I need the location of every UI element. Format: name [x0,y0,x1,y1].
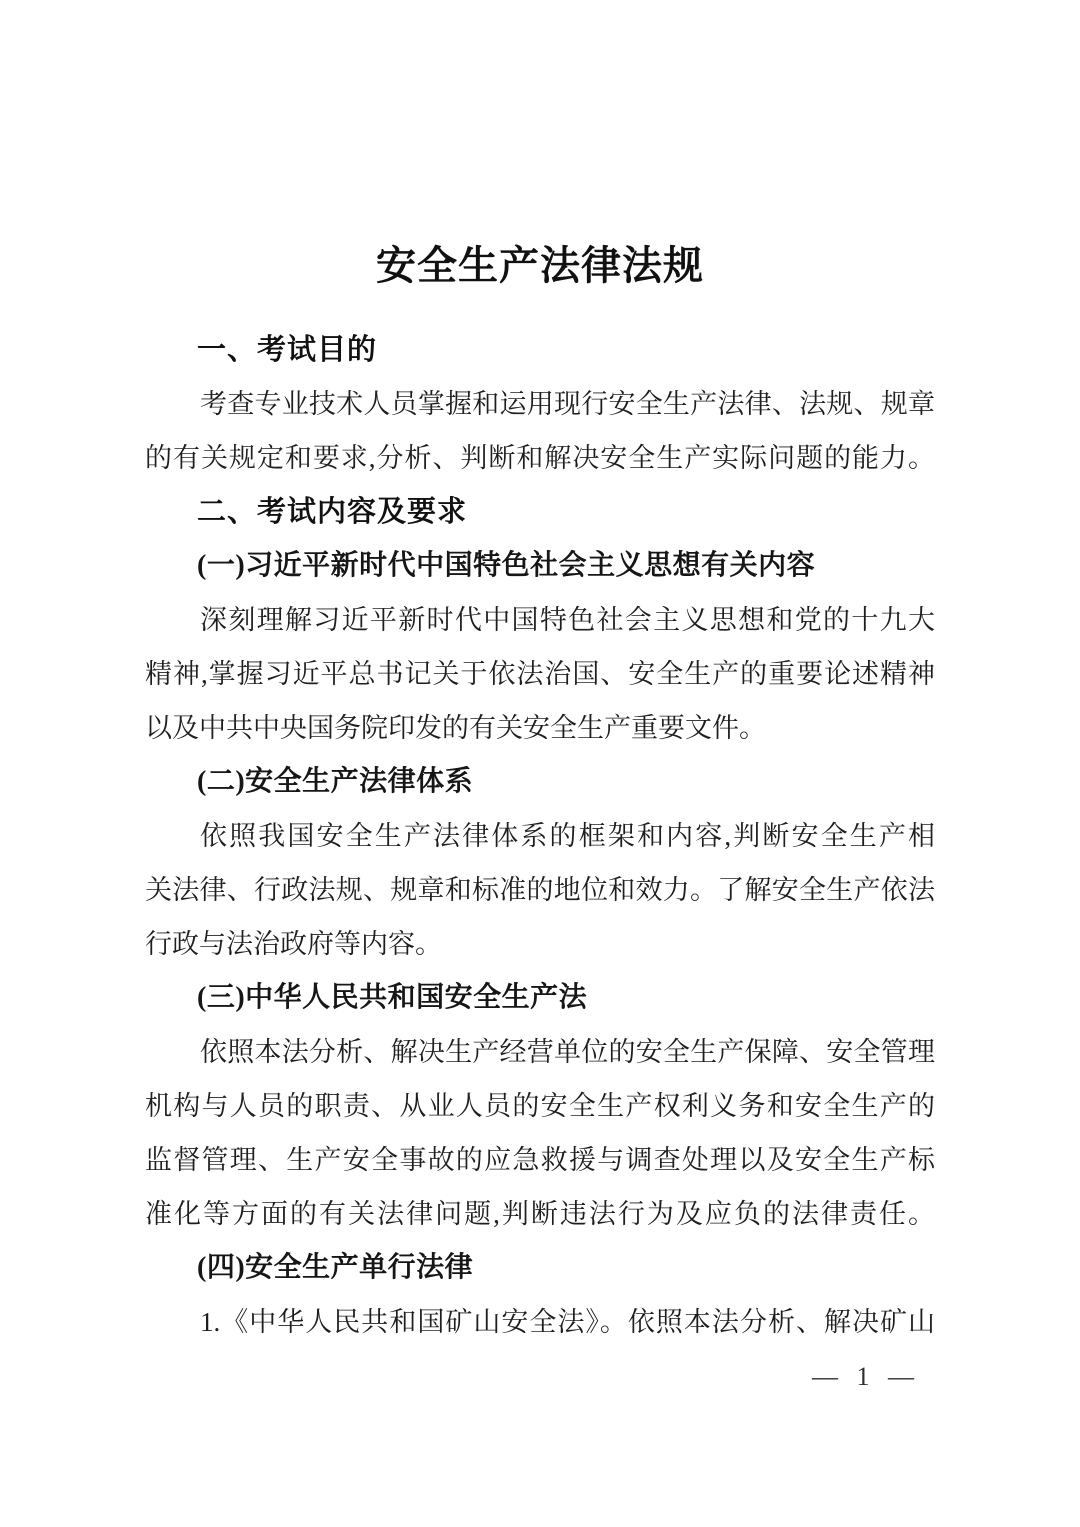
page-title: 安全生产法律法规 [376,243,704,288]
body-line: 监督管理、生产安全事故的应急救援与调查处理以及安全生产标 [145,1145,935,1175]
subsection-heading-3: (三)中华人民共和国安全生产法 [197,982,588,1013]
section-heading-exam-content: 二、考试内容及要求 [197,496,468,528]
page-number: — 1 — [812,1362,917,1391]
document-body [145,323,935,1349]
body-line: 行政与法治政府等内容。 [145,929,442,959]
subsection-heading-4: (四)安全生产单行法律 [197,1252,474,1283]
body-line: 考查专业技术人员掌握和运用现行安全生产法律、法规、规章 [200,389,935,419]
body-line: 深刻理解习近平新时代中国特色社会主义思想和党的十九大 [200,605,935,635]
section-heading-exam-purpose: 一、考试目的 [197,334,378,366]
body-line: 的有关规定和要求,分析、判断和解决安全生产实际问题的能力。 [145,443,935,473]
body-line: 准化等方面的有关法律问题,判断违法行为及应负的法律责任。 [145,1199,935,1229]
subsection-heading-2: (二)安全生产法律体系 [197,766,474,797]
body-line: 精神,掌握习近平总书记关于依法治国、安全生产的重要论述精神 [145,659,935,689]
body-line: 1.《中华人民共和国矿山安全法》。依照本法分析、解决矿山 [200,1307,935,1337]
subsection-heading-1: (一)习近平新时代中国特色社会主义思想有关内容 [197,550,816,581]
body-line: 机构与人员的职责、从业人员的安全生产权利义务和安全生产的 [145,1091,935,1121]
body-line: 依照我国安全生产法律体系的框架和内容,判断安全生产相 [200,821,935,851]
body-line: 依照本法分析、解决生产经营单位的安全生产保障、安全管理 [200,1037,935,1067]
body-line: 以及中共中央国务院印发的有关安全生产重要文件。 [145,713,766,743]
body-line: 关法律、行政法规、规章和标准的地位和效力。了解安全生产依法 [145,875,935,905]
